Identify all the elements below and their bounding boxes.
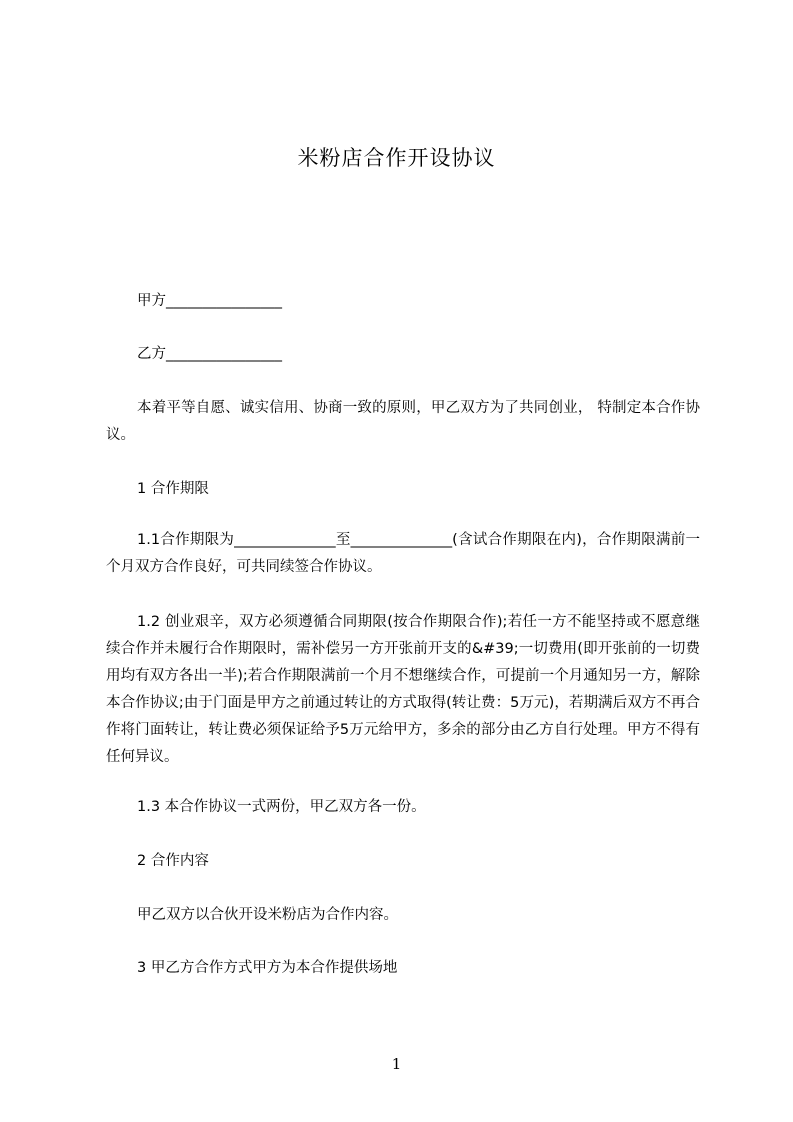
page-number: 1 — [391, 1055, 402, 1073]
section-2-heading: 2 合作内容 — [137, 853, 209, 869]
party-a-line: 甲方________________ — [137, 293, 282, 309]
party-b-line: 乙方________________ — [137, 346, 282, 362]
intro-paragraph: 本着平等自愿、诚实信用、协商一致的原则，甲乙双方为了共同创业， 特制定本合作协议。 — [106, 400, 700, 443]
clause-1-2: 1.2 创业艰辛，双方必须遵循合同期限(按合作期限合作);若任一方不能坚持或不愿意继续合作并未履行合作期限时，需补偿另一方开张前开支的&#39;一切费用(即开张前的一切费用均有双方各出一半);若合作期限满前一个月不想继续合作，可提前一个月通知另一方，解除本合作协议;由于门面是甲方之前通过转让的方式取得(转让费：5万元)，若期满后双方不再合作将门面转让，转让费必须保证给予5万元给甲方，多余的部分由乙方自行处理。甲方不得有任何异议。 — [106, 614, 700, 765]
section-3-heading: 3 甲乙方合作方式甲方为本合作提供场地 — [137, 960, 398, 976]
clause-1-3: 1.3 本合作协议一式两份，甲乙双方各一份。 — [137, 799, 426, 815]
document-title: 米粉店合作开设协议 — [297, 146, 496, 170]
section-1-heading: 1 合作期限 — [137, 481, 209, 497]
clause-1-1: 1.1合作期限为______________至______________(含试合作期限在内)，合作期限满前一个月双方合作良好，可共同续签合作协议。 — [106, 532, 700, 575]
section-2-body: 甲乙双方以合伙开设米粉店为合作内容。 — [137, 907, 398, 923]
